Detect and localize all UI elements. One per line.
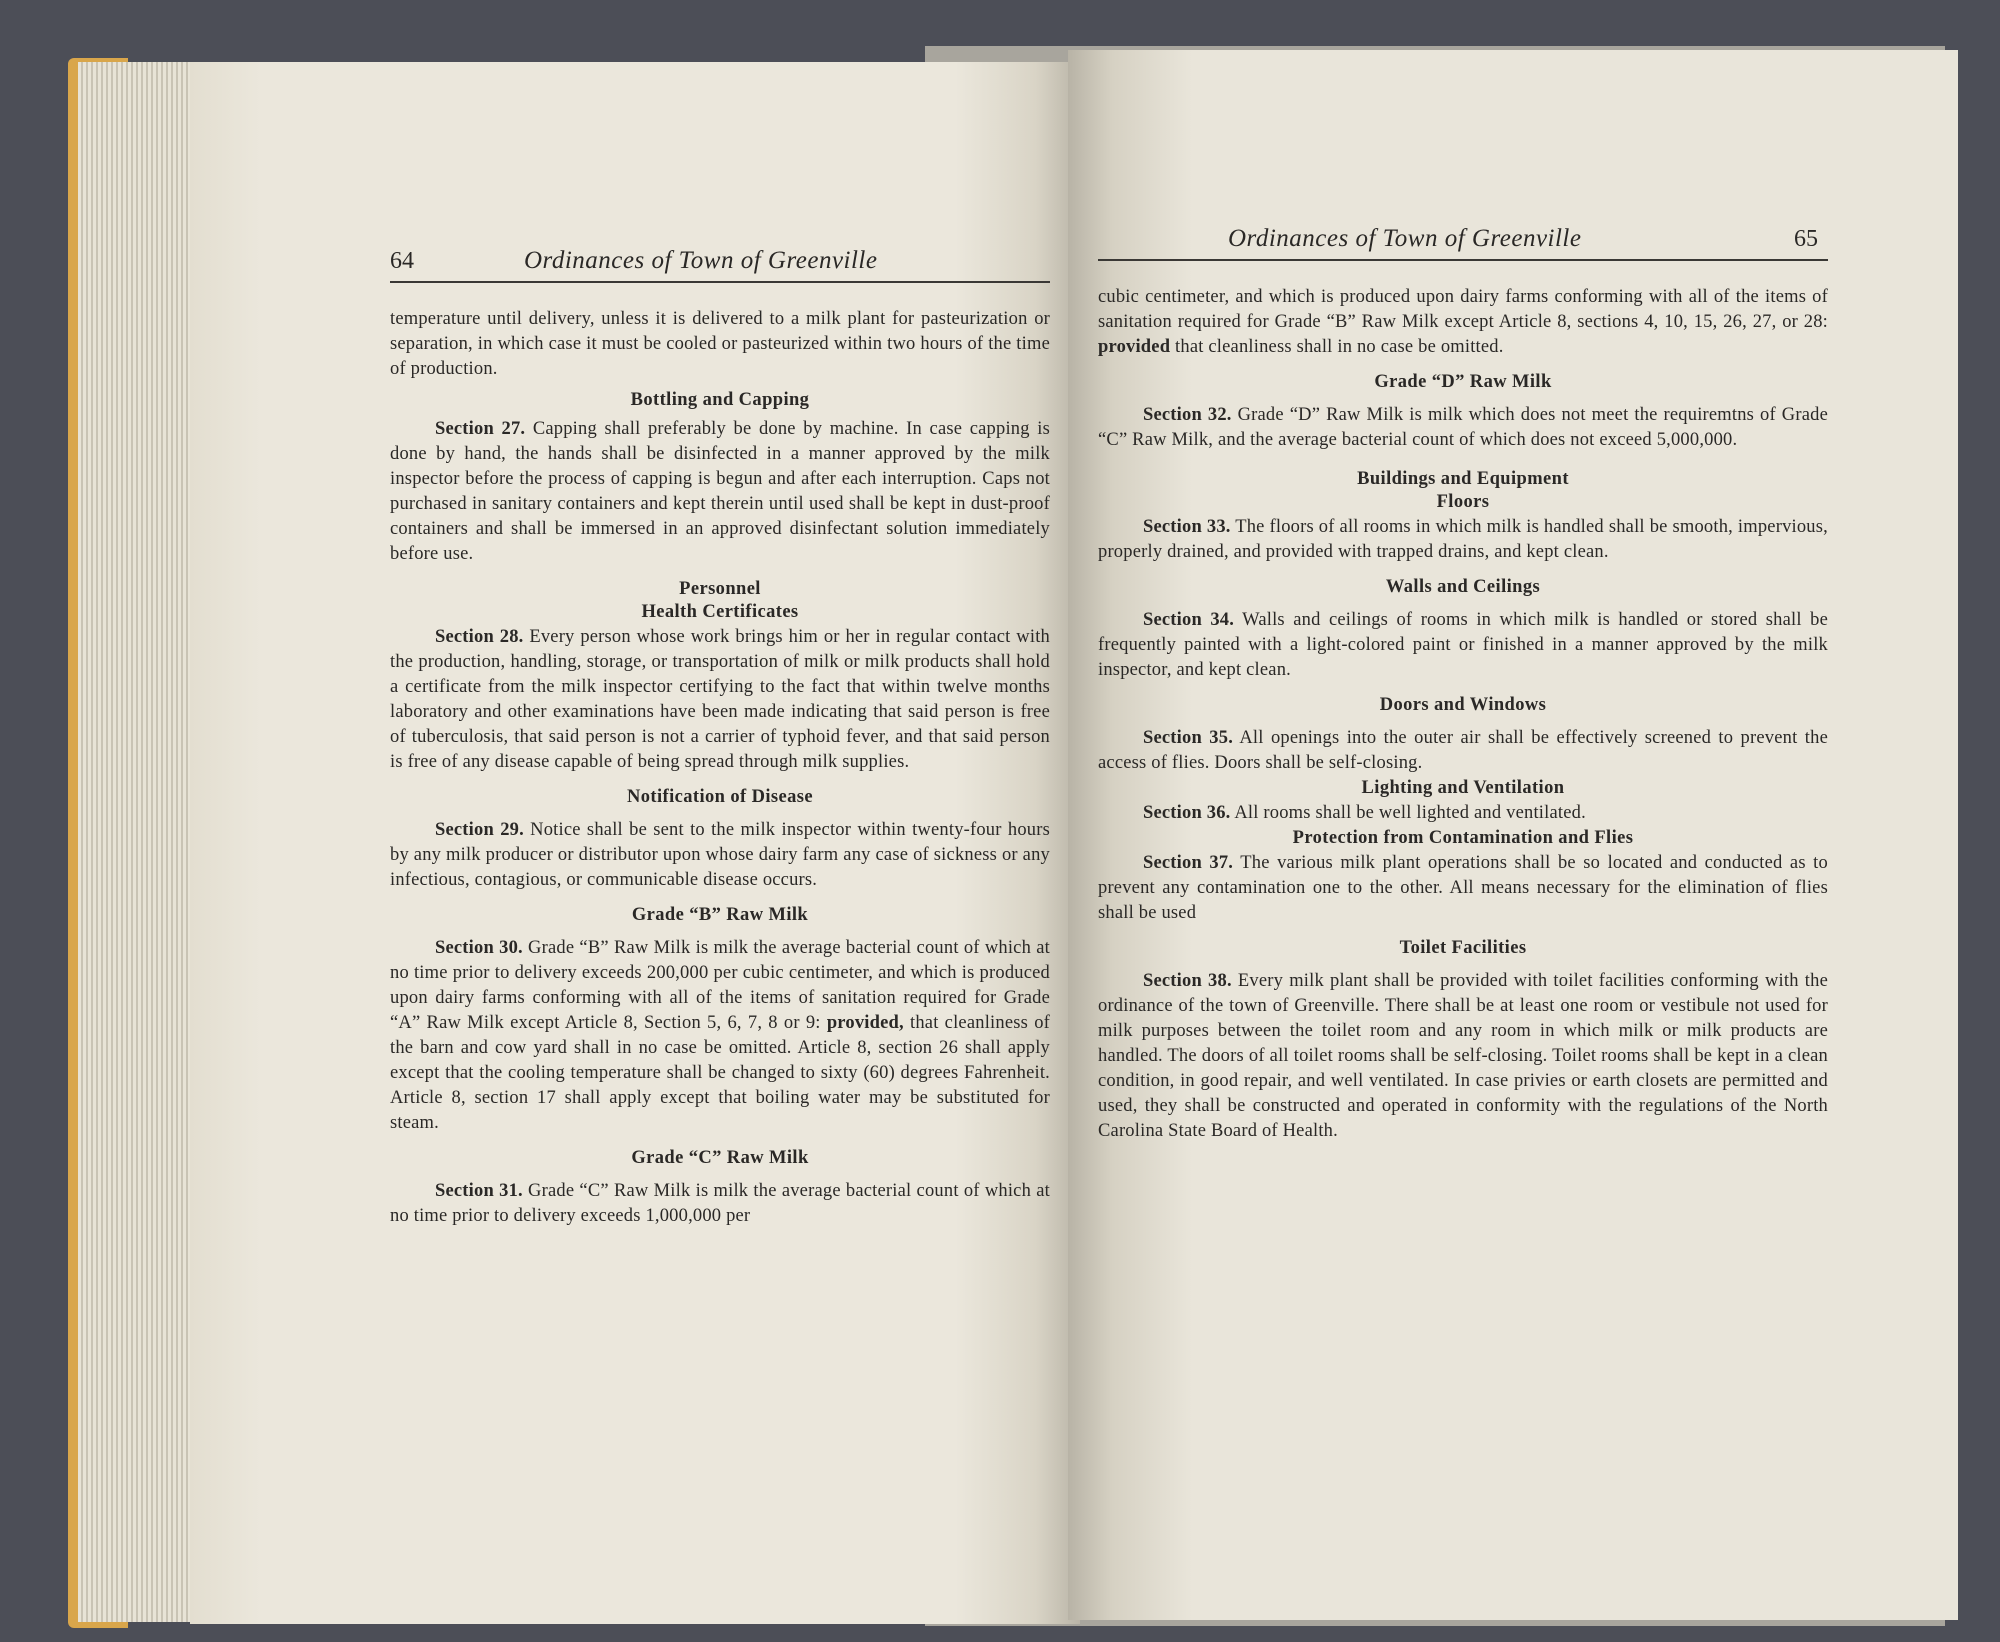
section-text: Capping shall preferably be done by machine. In case capping is done by hand, the hands shall be disinfected in a manner approved by the milk inspector before the process of capping is begun and after each interruption. Caps not purchased in sanitary containers and kept therein until used shall be kept in dust-proof containers and shall be immersed in an approved disinfectant solution immediately before use. xyxy=(390,419,1050,564)
section-37 xyxy=(1098,851,1828,926)
section-label: Section 28. xyxy=(435,627,524,647)
section-text: that cleanliness of the barn and cow yard shall in no case be omitted. Article 8, section 26 shall apply except that the cooling temperature shall be changed to sixty (60) degrees Fahrenheit. Article 8, section 17 shall apply except that boiling water may be substituted for steam. xyxy=(390,1013,1051,1133)
section-label: Section 30. xyxy=(435,938,523,958)
section-35 xyxy=(1098,726,1828,776)
heading-personnel: Personnel xyxy=(679,579,761,599)
heading-protection: Protection from Contamination and Flies xyxy=(1292,828,1634,848)
left-running-head xyxy=(390,247,1050,283)
section-label: Section 36. xyxy=(1143,803,1231,823)
heading-lighting: Lighting and Ventilation xyxy=(1361,778,1565,798)
heading-bottling: Bottling and Capping xyxy=(630,390,810,410)
section-29 xyxy=(390,818,1050,893)
right-running-head xyxy=(1098,225,1828,261)
section-label: Section 29. xyxy=(435,820,524,840)
section-text: Grade “D” Raw Milk is milk which does not meet the requiremtns of Grade “C” Raw Milk, and the average bacterial count of which does not exceed 5,000,000. xyxy=(1098,405,1828,450)
running-head-title: Ordinances of Town of Greenville xyxy=(524,247,878,274)
running-head-title: Ordinances of Town of Greenville xyxy=(1228,225,1582,252)
section-38 xyxy=(1098,969,1828,1144)
heading-doors: Doors and Windows xyxy=(1379,695,1547,715)
page-number: 64 xyxy=(390,248,414,274)
right-page xyxy=(1068,50,1958,1620)
left-page-content xyxy=(390,247,1050,1229)
section-text: Grade “B” Raw Milk is milk the average bacterial count of which at no time prior to delivery exceeds 200,000 per cubic centimeter, and which is produced upon dairy farms conforming with all of the items of sanitation required for Grade “A” Raw Milk except Article 8, Section 5, 6, 7, 8 or 9: xyxy=(390,938,1050,1033)
section-text: The various milk plant operations shall be so located and conducted as to prevent any contamination one to the other. All means necessary for the elimination of flies shall be used xyxy=(1098,853,1828,923)
section-label: Section 38. xyxy=(1143,971,1232,991)
page-stack xyxy=(78,62,198,1622)
section-text: that cleanliness shall in no case be omitted. xyxy=(1175,337,1504,357)
section-label: Section 32. xyxy=(1143,405,1232,425)
heading-toilet: Toilet Facilities xyxy=(1399,938,1527,958)
section-28 xyxy=(390,625,1050,775)
provided-keyword: provided xyxy=(1098,337,1171,357)
heading-floors: Floors xyxy=(1436,492,1490,512)
continuation-paragraph xyxy=(1098,285,1828,360)
heading-grade-d: Grade “D” Raw Milk xyxy=(1374,372,1552,392)
section-label: Section 27. xyxy=(435,419,526,439)
intro-paragraph: temperature until delivery, unless it is delivered to a milk plant for pasteurization or separation, in which case it must be cooled or pasteurized within two hours of the time of production. xyxy=(390,309,1050,379)
provided-keyword: provided, xyxy=(826,1013,904,1033)
section-31 xyxy=(390,1179,1050,1229)
heading-grade-c: Grade “C” Raw Milk xyxy=(631,1148,809,1168)
section-label: Section 31. xyxy=(435,1181,523,1201)
section-text: All rooms shall be well lighted and ventilated. xyxy=(1234,803,1586,823)
section-30 xyxy=(390,936,1050,1136)
section-33 xyxy=(1098,515,1828,565)
section-label: Section 34. xyxy=(1143,610,1235,630)
section-text: Every milk plant shall be provided with toilet facilities conforming with the ordinance of the town of Greenville. There shall be at least one room or vestibule not used for milk purposes between the toilet room and any room in which milk or milk products are handled. The doors of all toilet rooms shall be self-closing. Toilet rooms shall be kept in a clean condition, in good repair, and well ventilated. In case privies or earth closets are permitted and used, they shall be constructed and operated in conformity with the regulations of the North Carolina State Board of Health. xyxy=(1098,971,1828,1141)
left-page xyxy=(190,62,1080,1624)
heading-grade-b: Grade “B” Raw Milk xyxy=(631,905,809,925)
section-text: The floors of all rooms in which milk is handled shall be smooth, impervious, properly drained, and provided with trapped drains, and kept clean. xyxy=(1098,517,1828,562)
right-page-content xyxy=(1098,225,1828,1144)
section-27 xyxy=(390,417,1050,567)
section-text: Every person whose work brings him or her in regular contact with the production, handling, storage, or transportation of milk or milk products shall hold a certificate from the milk inspector certifying to the fact that within twelve months laboratory and other examinations have been made indicating that said person is free of tuberculosis, that said person is not a carrier of typhoid fever, and that said person is free of any disease capable of being spread through milk supplies. xyxy=(390,627,1050,772)
heading-health-certificates: Health Certificates xyxy=(641,602,799,622)
section-32 xyxy=(1098,403,1828,453)
section-34 xyxy=(1098,608,1828,683)
section-text: Walls and ceilings of rooms in which milk is handled or stored shall be frequently painted with a light-colored paint or finished in a manner approved by the milk inspector, and kept clean. xyxy=(1098,610,1828,680)
heading-buildings: Buildings and Equipment xyxy=(1357,469,1569,489)
section-text: All openings into the outer air shall be effectively screened to prevent the access of flies. Doors shall be self-closing. xyxy=(1098,728,1828,773)
section-label: Section 33. xyxy=(1143,517,1231,537)
section-text: Notice shall be sent to the milk inspector within twenty-four hours by any milk producer or distributor upon whose dairy farm any case of sickness or any infectious, contagious, or communicable disease occurs. xyxy=(390,820,1050,890)
heading-walls: Walls and Ceilings xyxy=(1385,577,1541,597)
section-text: Grade “C” Raw Milk is milk the average bacterial count of which at no time prior to delivery exceeds 1,000,000 per xyxy=(390,1181,1050,1226)
heading-notification: Notification of Disease xyxy=(627,787,813,807)
section-36 xyxy=(1098,801,1828,826)
section-label: Section 35. xyxy=(1143,728,1234,748)
page-number: 65 xyxy=(1794,226,1818,252)
section-label: Section 37. xyxy=(1143,853,1234,873)
section-text: cubic centimeter, and which is produced upon dairy farms conforming with all of the items of sanitation required for Grade “B” Raw Milk except Article 8, sections 4, 10, 15, 26, 27, or 28: xyxy=(1098,287,1828,332)
